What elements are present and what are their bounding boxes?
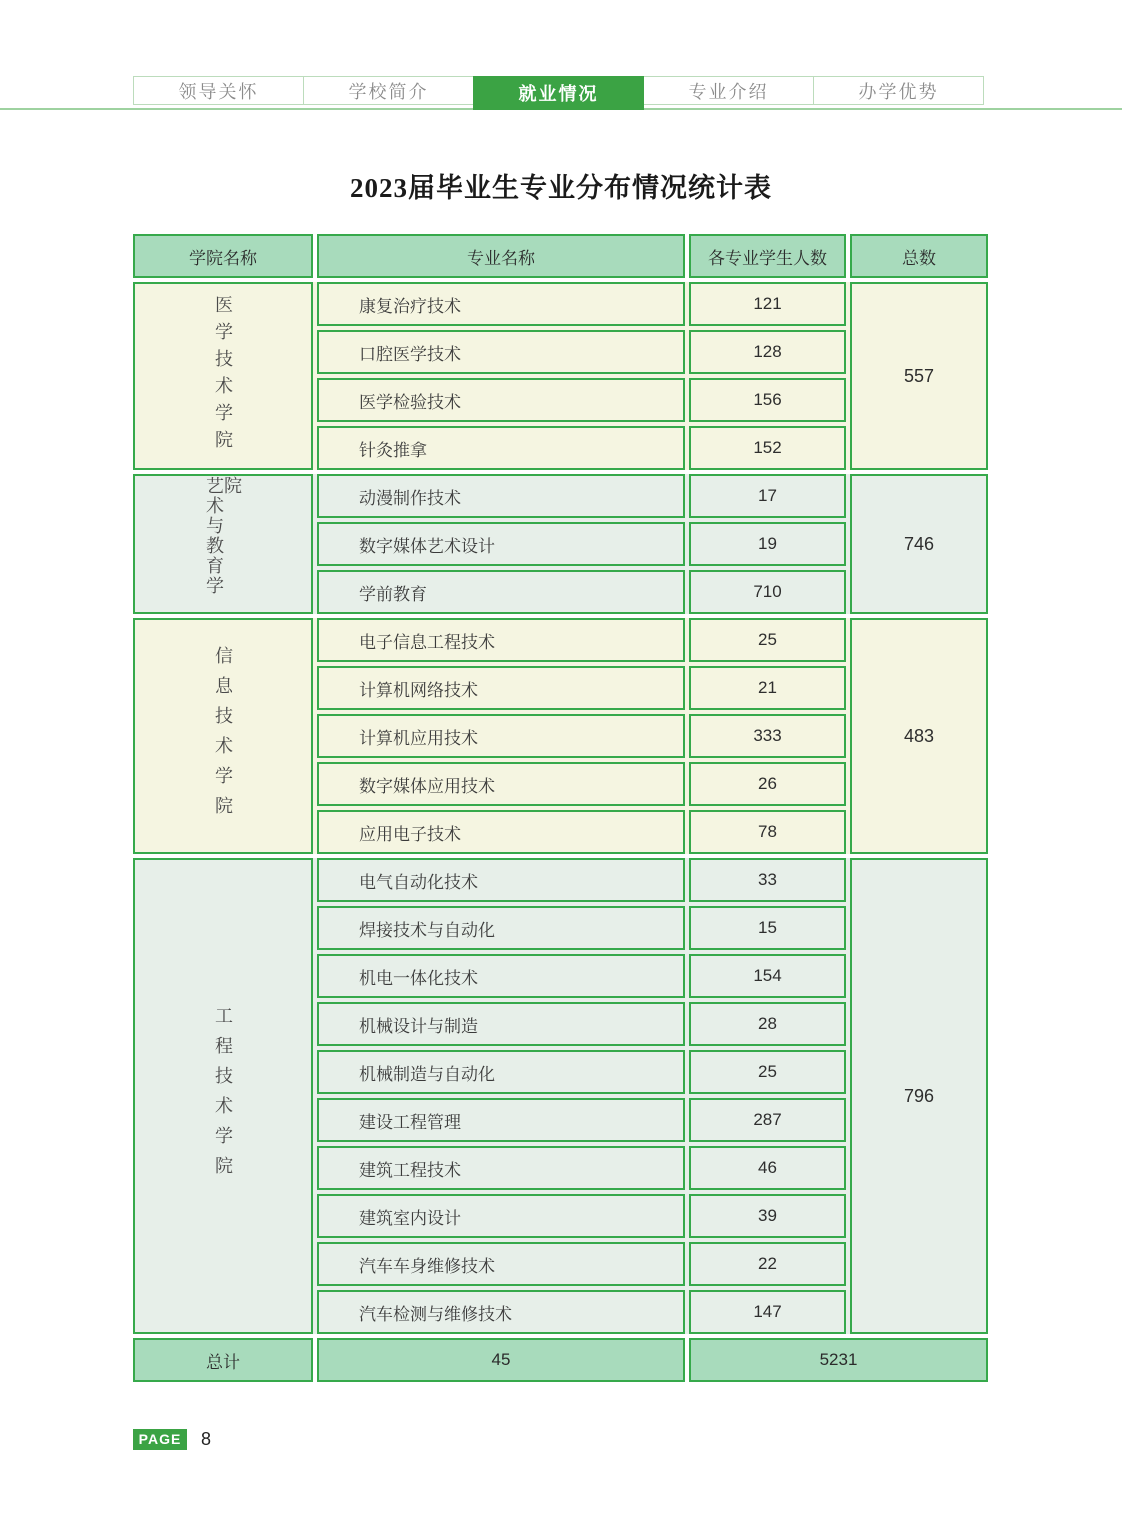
major-name-cell: 计算机应用技术 [317, 714, 685, 758]
page-badge: PAGE [133, 1429, 187, 1450]
major-name-cell: 机电一体化技术 [317, 954, 685, 998]
graduates-distribution-table [133, 234, 988, 1382]
footer-total-label: 总计 [133, 1338, 313, 1382]
page-footer [133, 1428, 211, 1450]
student-count-cell: 128 [689, 330, 846, 374]
header-major-name: 专业名称 [317, 234, 685, 278]
footer-major-count: 45 [317, 1338, 685, 1382]
college-name-text: 医学技术学院 [213, 295, 233, 457]
footer-student-total: 5231 [689, 1338, 988, 1382]
major-name-cell: 学前教育 [317, 570, 685, 614]
major-name-cell: 汽车检测与维修技术 [317, 1290, 685, 1334]
student-count-cell: 15 [689, 906, 846, 950]
table-header-row [133, 234, 988, 278]
major-name-cell: 数字媒体艺术设计 [317, 522, 685, 566]
table-footer-row [133, 1338, 988, 1382]
college-name-cell [133, 618, 313, 854]
college-name-cell [133, 858, 313, 1334]
group-total-cell: 557 [850, 282, 988, 470]
college-name-cell [133, 474, 313, 614]
student-count-cell: 46 [689, 1146, 846, 1190]
major-name-cell: 电子信息工程技术 [317, 618, 685, 662]
major-name-cell: 建筑室内设计 [317, 1194, 685, 1238]
major-name-cell: 建设工程管理 [317, 1098, 685, 1142]
major-name-cell: 医学检验技术 [317, 378, 685, 422]
student-count-cell: 26 [689, 762, 846, 806]
major-name-cell: 数字媒体应用技术 [317, 762, 685, 806]
nav-tab-leadership[interactable]: 领导关怀 [133, 76, 304, 105]
group-total-cell: 796 [850, 858, 988, 1334]
college-group [133, 282, 988, 470]
student-count-cell: 25 [689, 1050, 846, 1094]
page-title: 2023届毕业生专业分布情况统计表 [350, 173, 772, 203]
major-name-cell: 动漫制作技术 [317, 474, 685, 518]
major-name-cell: 机械设计与制造 [317, 1002, 685, 1046]
major-name-cell: 建筑工程技术 [317, 1146, 685, 1190]
major-name-cell: 汽车车身维修技术 [317, 1242, 685, 1286]
major-name-cell: 针灸推拿 [317, 426, 685, 470]
student-count-cell: 333 [689, 714, 846, 758]
college-group [133, 858, 988, 1334]
student-count-cell: 25 [689, 618, 846, 662]
student-count-cell: 17 [689, 474, 846, 518]
college-group [133, 474, 988, 614]
major-name-cell: 电气自动化技术 [317, 858, 685, 902]
student-count-cell: 156 [689, 378, 846, 422]
group-total-cell: 483 [850, 618, 988, 854]
student-count-cell: 147 [689, 1290, 846, 1334]
nav-tab-majors[interactable]: 专业介绍 [643, 76, 814, 105]
student-count-cell: 152 [689, 426, 846, 470]
nav-tab-school-intro[interactable]: 学校简介 [303, 76, 474, 105]
student-count-cell: 121 [689, 282, 846, 326]
header-total: 总数 [850, 234, 988, 278]
student-count-cell: 21 [689, 666, 846, 710]
table-body [133, 282, 988, 1334]
nav-tab-employment[interactable]: 就业情况 [473, 76, 644, 110]
student-count-cell: 33 [689, 858, 846, 902]
student-count-cell: 22 [689, 1242, 846, 1286]
major-name-cell: 口腔医学技术 [317, 330, 685, 374]
student-count-cell: 710 [689, 570, 846, 614]
major-name-cell: 康复治疗技术 [317, 282, 685, 326]
header-college-name: 学院名称 [133, 234, 313, 278]
college-name-text: 信息技术学院 [213, 646, 233, 826]
major-name-cell: 焊接技术与自动化 [317, 906, 685, 950]
major-name-cell: 应用电子技术 [317, 810, 685, 854]
college-group [133, 618, 988, 854]
student-count-cell: 28 [689, 1002, 846, 1046]
student-count-cell: 39 [689, 1194, 846, 1238]
group-total-cell: 746 [850, 474, 988, 614]
header-student-count: 各专业学生人数 [689, 234, 846, 278]
college-name-cell [133, 282, 313, 470]
student-count-cell: 287 [689, 1098, 846, 1142]
major-name-cell: 机械制造与自动化 [317, 1050, 685, 1094]
nav-tab-advantages[interactable]: 办学优势 [813, 76, 984, 105]
major-name-cell: 计算机网络技术 [317, 666, 685, 710]
student-count-cell: 78 [689, 810, 846, 854]
student-count-cell: 154 [689, 954, 846, 998]
student-count-cell: 19 [689, 522, 846, 566]
page-number: 8 [201, 1428, 212, 1449]
college-name-text: 工程技术学院 [213, 1006, 233, 1186]
college-name-text: 艺术与教育学院 [204, 476, 242, 596]
top-nav-tabbar [133, 76, 988, 110]
